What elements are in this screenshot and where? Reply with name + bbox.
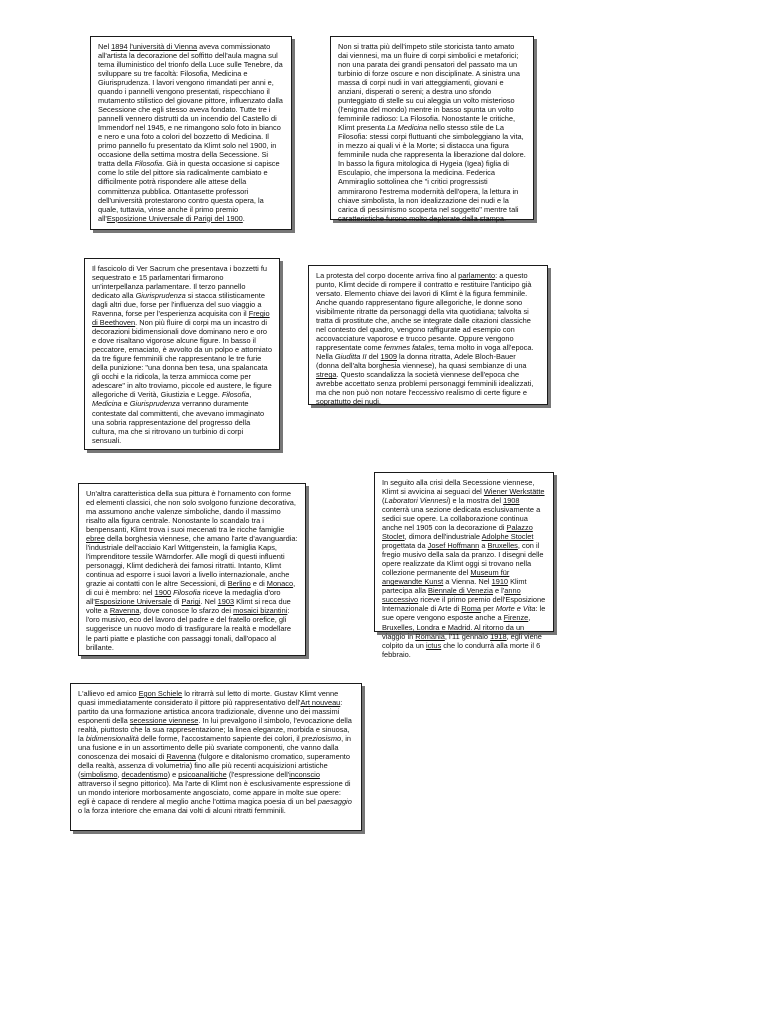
text-run: (l'espressione dell' (226, 770, 290, 780)
text-run: : a questo punto, Klimt decide di rompere il contratto e restituire l'anticipo già versato. Elemento chiave dei lavori di Klimt è la figura femminile. Anche quando rappresentano figure allegoriche, le donne sono visibilmente ritratte da personaggi della vita quotidiana; talvolta si tratta di prostitute che, anche se integrate dalle citazioni classiche nel contesto del quadro, vengono raffigurate ad esempio con accovacciature vaporose e trucco pesante. Oppure vengono rappresentate come (316, 271, 532, 353)
paragraph (92, 264, 272, 445)
italic-text: Filosofia (173, 588, 201, 598)
italic-text: Filosofia (134, 159, 163, 169)
text-block-jurisprudence (84, 258, 280, 450)
italic-text: Laboratori Viennesi (384, 496, 449, 506)
text-run: per (481, 604, 496, 614)
text-run: : partito da una formazione artistica ancora tradizionale, divenne uno dei massimi esponenti della (78, 698, 343, 726)
italic-text: Giuditta II (334, 352, 367, 362)
text-run: la donna ritratta, Adele Bloch-Bauer (donna dell'alta borghesia viennese), ha quasi sembianze di una (316, 352, 527, 371)
italic-text: Morte e Vita (495, 604, 536, 614)
text-run: , (249, 390, 252, 400)
text-link[interactable]: Roma (461, 604, 482, 614)
text-block-ornament-patrons (78, 483, 306, 656)
text-run: a (479, 541, 488, 551)
text-link[interactable]: Parigi (181, 597, 201, 607)
paragraph (78, 689, 354, 815)
paragraph (382, 478, 546, 659)
text-link[interactable]: Josef Hoffmann (427, 541, 480, 551)
text-run: delle forme, l'accostamento sapiente dei colori, il (138, 734, 302, 744)
text-run: e (439, 622, 448, 632)
text-run: o la forza interiore che emana dai volti di alcuni ritratti femminili. (78, 806, 286, 816)
text-link[interactable]: l'università di Vienna (129, 42, 198, 51)
paragraph (316, 271, 540, 406)
italic-text: bidimensionalità (85, 734, 139, 744)
text-block-university-commission (90, 36, 292, 230)
text-link[interactable]: Londra (416, 622, 440, 632)
text-run: , dimora dell'industriale (404, 532, 482, 542)
text-run: e (121, 399, 130, 409)
text-run: aveva commissionato all'artista la decorazione del soffitto dell'aula magna sul tema illuministico del trionfo della Luce sulle Tenebre, da sviluppare su tre facoltà: Filosofia, Medicina e Giurisprudenza. I lavori vengono rimandati per anni e, quando i pannelli vengono presentati, rispecchiano il mutamento stilistico del giovane pittore, influenzato dalla Secessione che egli stesso aveva fondato. Tutte tre i pannelli vennero distrutti da un incendio del Castello di Immendorf nel 1945, e ne rimangono solo foto in bianco e nero e una foto a colori del bozzetto di Medicina. Il primo pannello fu presentato da Klimt solo nel 1900, in occasione della settima mostra della Secessione. Si tratta della (98, 42, 283, 169)
text-link[interactable]: decadentismo (121, 770, 168, 780)
text-run: Klimt partecipa alla (382, 577, 527, 596)
paragraph (98, 42, 284, 223)
text-run: della borghesia viennese, che amano l'arte d'avanguardia: l'industriale dell'acciaio Karl Wittgenstein, la famiglia Kaps, l'imprenditore tessile Wärndorfer. Alle mogli di questi influenti personaggi, Klimt dedicherà dei famosi ritratti. Intanto, Klimt continua ad esporre i suoi lavori a livello internazionale, anche grazie ai contatti con le altre Secessioni, di (86, 534, 298, 589)
text-link[interactable]: Monaco (266, 579, 294, 589)
text-run: che lo condurrà alla morte il 6 febbraio. (382, 640, 541, 659)
text-run: , (117, 770, 122, 780)
text-run: . Al ritorno da un viaggio in (382, 622, 525, 641)
text-link[interactable]: Egon Schiele (138, 689, 183, 698)
text-run: . Nel (200, 597, 218, 607)
text-run: , con il fregio musivo della sala da pranzo. I disegni delle opere realizzate da Klimt oggi si trovano nella collezione permanente del (382, 541, 544, 578)
text-run: . Già in questa occasione si capisce come lo stile del pittore sia radicalmente cambiato e difficilmente potrà rispondere alle attese della committenza pubblica. Ottantasette professori dell'università protestarono contro questa opera, la quale, tuttavia, vinse anche il primo premio all' (98, 159, 280, 223)
text-block-female-figure (308, 265, 548, 405)
text-run: lo ritrarrà sul letto di morte. Gustav Klimt venne quasi immediatamente considerato il pittore più rappresentativo dell' (78, 689, 339, 708)
text-run: , in una fusione e in un assortimento delle più svariate componenti, che vanno dalla conoscenza dei mosaici di (78, 734, 351, 762)
text-run: riceve il primo premio dell'Esposizione Internazionale di Arte di (382, 595, 546, 614)
text-link[interactable]: secessione viennese (129, 716, 199, 726)
text-run: del (366, 352, 381, 362)
text-run: ( (382, 496, 385, 506)
text-run: a Vienna. Nel (443, 577, 492, 587)
text-run: : l'oro musivo, eco del lavoro del padre e del fratello orefice, gli suggerisce un nuovo modo di trasfigurare la realtà e modellare le parti piatte e plastiche con passaggi tonali, dall'opaco al brillante. (86, 606, 291, 652)
text-run: verranno duramente contestate dal committenti, che avevano immaginato una sobria rappresentazione del progresso della cultura, ma che si ritrovano un turbinio di corpi sensuali. (92, 399, 265, 445)
text-link[interactable]: Fregio di Beethoven (92, 309, 270, 328)
text-link[interactable]: ebree (86, 534, 105, 544)
text-run: . Non più fluire di corpi ma un incastro di decorazioni bidimensionali dove dominano nero e oro e dove risaltano vigorose alcune figure. In basso il peccatore, emaciato, è avvolto da un polpo e attorniato da tre figure femminili che rappresentano le tre furie della punizione: "una donna ben tesa, una spalancata gli occhi e la ridicola, la terza ammicca come per adescare" in alto troviamo, piccole ed austere, le figure allegoriche di Verità, Giustizia e Legge. (92, 318, 272, 400)
text-run: ) e la mostra del (448, 496, 504, 506)
text-run: conterrà una sezione dedicata esclusivamente a sedici sue opere. La collaborazione continua anche nel 1905 con la decorazione di (382, 505, 541, 533)
text-run: La protesta del corpo docente arriva fino al (316, 271, 459, 280)
text-run: , l'11 gennaio (444, 631, 491, 641)
text-link[interactable]: ictus (425, 640, 442, 650)
text-link[interactable]: Adolphe Stoclet (481, 532, 534, 542)
text-link[interactable]: Esposizione Universale di Parigi del 1900 (106, 213, 243, 223)
text-run: e l' (492, 586, 505, 596)
text-link[interactable]: Romania (415, 631, 445, 641)
italic-text: Giurisprudenza (135, 291, 186, 301)
text-link[interactable]: Biennale di Venezia (428, 586, 493, 596)
text-link[interactable]: Berlino (227, 579, 251, 589)
text-run: Il fascicolo di Ver Sacrum che presentava i bozzetti fu sequestrato e 15 parlamentari firmarono un'interpellanza parlamentare. Il terzo pannello dedicato alla (92, 264, 267, 301)
text-block-legacy (70, 683, 362, 831)
text-link[interactable]: Palazzo Stoclet (382, 523, 533, 542)
text-run: Non si tratta più dell'impeto stile storicista tanto amato dai viennesi, ma un fluire di corpi simbolici e metaforici; non una parata dei grandi pensatori del passato ma un turbinio di forze oscure e non disciplinate. A sinistra una massa di corpi nudi in vari atteggiamenti, giovani e anziani, disperati o sereni; a destra uno sfondo punteggiato di stelle su cui aleggia un volto misterioso (l'enigma del mondo) mentre in basso spunta un volto femminile radioso: La Filosofia. Nonostante le critiche, Klimt presenta (338, 42, 520, 133)
text-link[interactable]: Bruxelles (487, 541, 518, 551)
italic-text: paesaggio (317, 797, 352, 807)
text-run: . Questo scandalizza la società viennese dell'epoca che avrebbe accettato senza problemi personaggi femminili idealizzati, ma che non può non notare l'eccessivo realismo di certe figure e soprattutto dei nudi. (316, 370, 534, 407)
text-run: , Bruxelles, (382, 613, 531, 632)
text-link[interactable]: 1903 (217, 597, 235, 607)
text-link[interactable]: 1908 (503, 496, 520, 506)
text-link[interactable]: 1894 (111, 42, 128, 51)
text-run: , dove conosce lo sfarzo dei (139, 606, 234, 616)
italic-text: Filosofia (221, 390, 250, 400)
text-link[interactable]: Ravenna (109, 606, 140, 616)
text-run: Nel (98, 42, 112, 51)
text-link[interactable]: psicoanalitiche (178, 770, 227, 780)
text-run: : le sue opere vengono esposte anche a (382, 604, 546, 623)
text-run: si stacca stilisticamente dagli altri due, forse per l'influenza del suo viaggio a Ravenna, forse per l'esperienza acquisita con il (92, 291, 265, 319)
text-run: . (242, 213, 245, 223)
paragraph (86, 489, 298, 652)
text-run: di (171, 597, 182, 607)
text-link[interactable]: strega (316, 370, 337, 380)
text-link[interactable]: simbolismo (80, 770, 118, 780)
paragraph (338, 42, 526, 223)
text-run: , di cui è membro: nel (86, 579, 296, 598)
text-link[interactable]: Madrid (447, 622, 471, 632)
text-run: e di (250, 579, 267, 589)
italic-text: preziosismo (301, 734, 342, 744)
text-block-philosophy-medicine (330, 36, 534, 223)
text-link[interactable]: 1900 (154, 588, 172, 598)
text-link[interactable]: inconscio (289, 770, 320, 780)
text-run: Un'altra caratteristica della sua pittura è l'ornamento con forme ed elementi classici, che non solo svolgono funzione decorativa, ma assumono anche valenze simboliche, dando il massimo risalto alla figura centrale. Nonostante lo scandalo tra i benpensanti, Klimt trova i suoi mecenati tra le ricche famiglie (86, 489, 296, 535)
italic-text: Giurisprudenza (129, 399, 180, 409)
text-run: progettata da (382, 541, 428, 551)
text-link[interactable]: parlamento (458, 271, 496, 280)
text-link[interactable]: 1918 (490, 631, 507, 641)
text-link[interactable]: Museum für angewandte Kunst (382, 568, 510, 587)
text-run: L'allievo ed amico (78, 689, 139, 698)
text-run: nello stesso stile de La Filosofia: stessi corpi fluttuanti che simboleggiano la vita, in mezzo ai quali vi è la Morte; si distacca una figura femminile nuda che rappresenta la liberazione dal dolore. In basso la figura mitologica di Hygeia (Igea) figlia di Esculapio, che impersona la medicina. Federica Ammiraglio sottolinea che "i critici progressisti ammirarono l'estrema modernità dell'opera, la lettura in chiave simbolista, la non idealizzazione dei nudi e la carica di pessimismo scoperta nel soggetto" mentre tali caratteristiche furono molto deplorate dalla stampa. (338, 123, 526, 223)
text-link[interactable]: Firenze (503, 613, 529, 623)
text-link[interactable]: Ravenna (166, 752, 196, 762)
text-link[interactable]: Wiener Werkstätte (483, 487, 545, 497)
text-block-later-career (374, 472, 554, 659)
italic-text: Medicina (92, 399, 122, 409)
text-link[interactable]: Esposizione Universale (94, 597, 172, 607)
text-run: Klimt si reca due volte a (86, 597, 291, 616)
text-run: riceve la medaglia d'oro all' (86, 588, 281, 607)
text-run: . In lui prevalgono il simbolo, l'evocazione della realtà, piuttosto che la sua rappresentazione; la linea eleganze, morbida e sinuosa, la (78, 716, 352, 744)
text-link[interactable]: 1909 (380, 352, 397, 362)
text-run: In seguito alla crisi della Secessione viennese, Klimt si avvicina ai seguaci del (382, 478, 535, 497)
text-run: ) e (167, 770, 179, 780)
text-run: (fulgore e ditalonismo cromatico, superamento della realtà, assenza di volumetria) fino alle più recenti acquisizioni artistiche ( (78, 752, 350, 780)
text-run: attraverso il segno pittorico). Ma l'arte di Klimt non è esclusivamente espressione di un mondo interiore morbosamente angosciato, come appare in molte sue opere: egli è capace di rendere al meglio anche l'ottima magica poesia di un bel (78, 779, 351, 807)
italic-text: La Medicina (387, 123, 428, 133)
text-link[interactable]: mosaici bizantini (233, 606, 288, 616)
text-link[interactable]: 1910 (491, 577, 509, 587)
text-run: , egli viene colpito da un (382, 631, 542, 650)
italic-text: femmes fatales (383, 343, 434, 353)
text-link[interactable]: anno successivo (382, 586, 521, 605)
text-link[interactable]: Art nouveau (300, 698, 341, 708)
text-run: , tema molto in voga all'epoca. Nella (316, 343, 534, 362)
